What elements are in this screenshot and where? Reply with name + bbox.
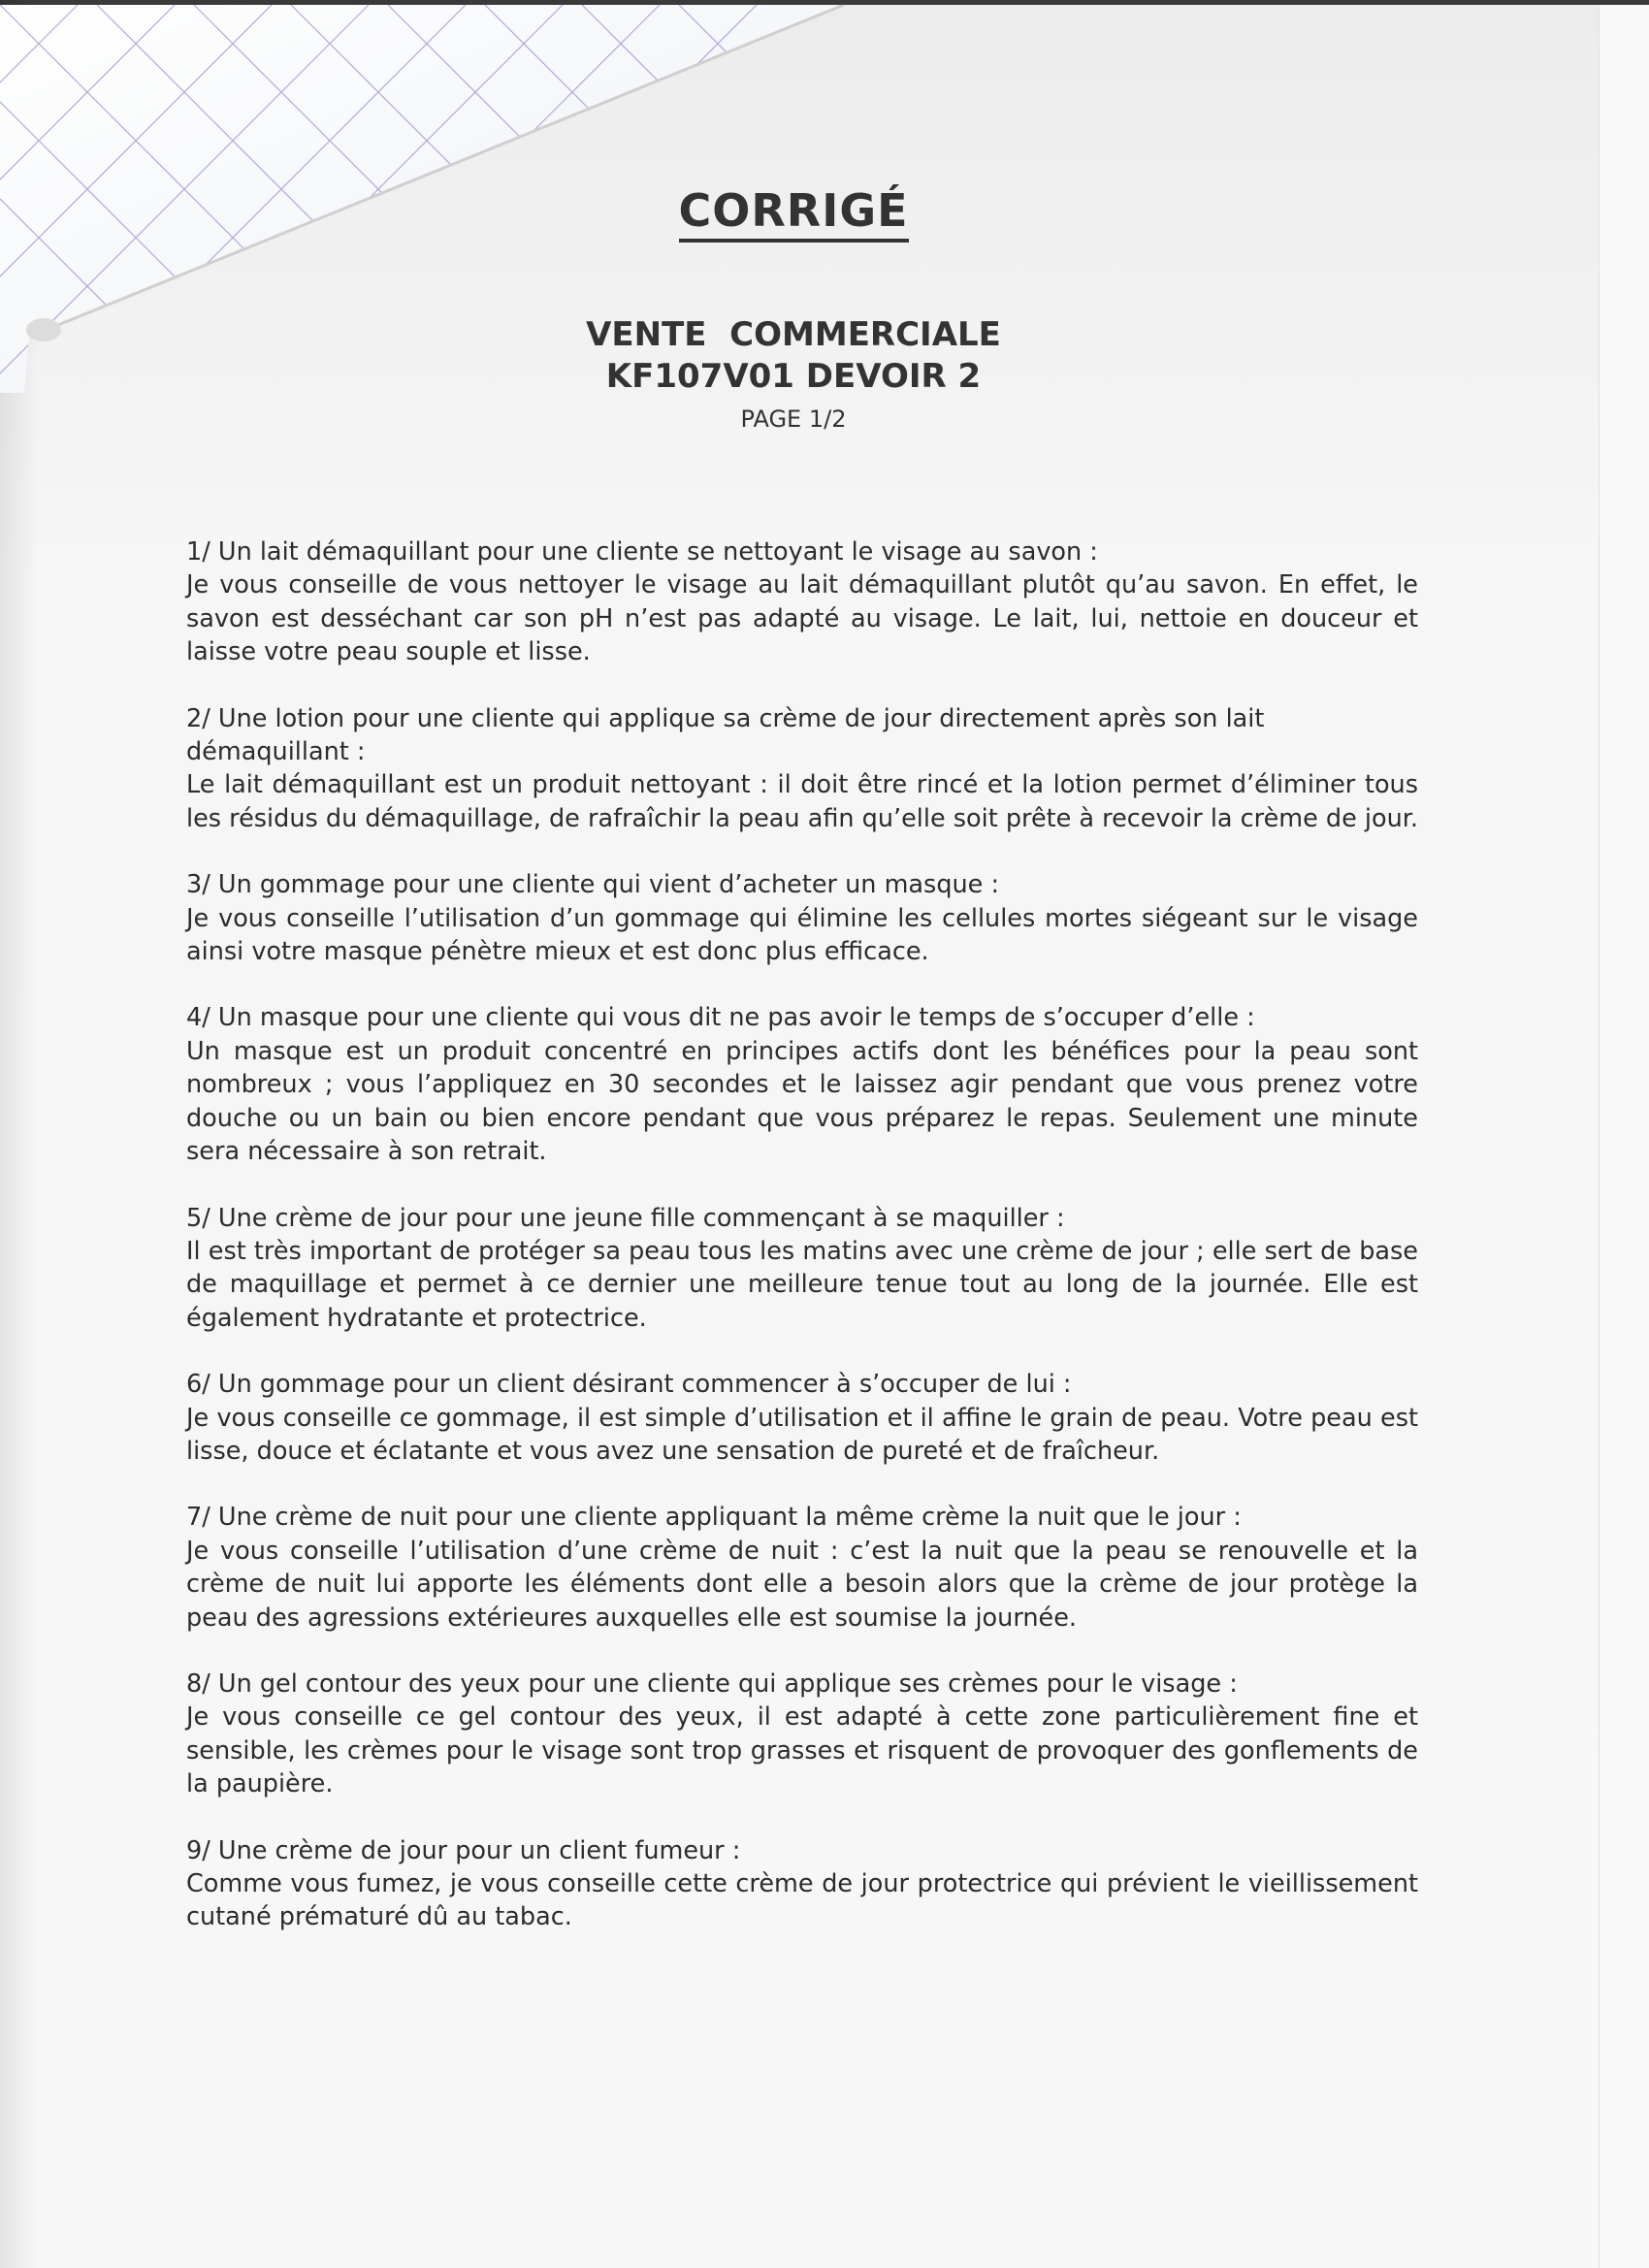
answer-text: Je vous conseille de vous nettoyer le visage au lait démaquillant plutôt qu’au savon. En effet, le savon est desséchant car son pH n’est pas adapté au visage. Le lait, lui, nettoie en douceur et laisse votre peau souple et lisse. xyxy=(186,570,1418,667)
answer-item xyxy=(186,1368,1418,1468)
question-line: 4/ Un masque pour une cliente qui vous dit ne pas avoir le temps de s’occuper d’elle : xyxy=(186,1003,1255,1033)
answer-text: Je vous conseille l’utilisation d’un gommage qui élimine les cellules mortes siégeant sur le visage ainsi votre masque pénètre mieux et est donc plus efficace. xyxy=(186,903,1418,967)
answer-text: Comme vous fumez, je vous conseille cette crème de jour protectrice qui prévient le vieillissement cutané prématuré dû au tabac. xyxy=(186,1869,1418,1932)
answer-text: Je vous conseille l’utilisation d’une crème de nuit : c’est la nuit que la peau se renouvelle et la crème de nuit lui apporte les éléments dont elle a besoin alors que la crème de jour protège la peau des agressions extérieures auxquelles elle est soumise la journée. xyxy=(186,1536,1418,1633)
assignment-code: KF107V01 DEVOIR 2 xyxy=(605,357,982,396)
answer-text: Le lait démaquillant est un produit nettoyant : il doit être rincé et la lotion permet d’éliminer tous les résidus du démaquillage, de rafraîchir la peau afin qu’elle soit prête à recevoir la crème de jour. xyxy=(186,770,1419,833)
question-line: 8/ Un gel contour des yeux pour une cliente qui applique ses crèmes pour le visage : xyxy=(186,1669,1238,1699)
answer-text: Je vous conseille ce gel contour des yeux, il est adapté à cette zone particulièrement fine et sensible, les crèmes pour le visage sont trop grasses et risquent de provoquer des gonflements de la paupière. xyxy=(186,1702,1418,1799)
subject-heading: VENTE COMMERCIALE xyxy=(586,315,1001,354)
answer-item xyxy=(186,1202,1418,1336)
question-line: 5/ Une crème de jour pour une jeune fille commençant à se maquiller : xyxy=(186,1203,1065,1233)
question-line: 6/ Un gommage pour un client désirant commencer à s’occuper de lui : xyxy=(186,1370,1072,1400)
question-line: 3/ Un gommage pour une cliente qui vient d’acheter un masque : xyxy=(186,870,1000,900)
answer-text: Je vous conseille ce gommage, il est simple d’utilisation et il affine le grain de peau. Votre peau est lisse, douce et éclatante et vous avez une sensation de pureté et de fraîcheur. xyxy=(186,1403,1418,1466)
answer-item xyxy=(186,1001,1418,1168)
answer-item xyxy=(186,1501,1418,1635)
question-line: 1/ Un lait démaquillant pour une cliente se nettoyant le visage au savon : xyxy=(186,537,1098,567)
answer-item xyxy=(186,702,1418,836)
answer-item xyxy=(186,1668,1418,1801)
answers-list xyxy=(186,535,1418,1967)
page-edge xyxy=(1599,5,1649,2268)
question-line: 9/ Une crème de jour pour un client fumeur : xyxy=(186,1835,741,1865)
answer-item xyxy=(186,868,1418,968)
page-number: PAGE 1/2 xyxy=(740,405,847,433)
answer-item xyxy=(186,535,1418,669)
question-line: 2/ Une lotion pour une cliente qui applique sa crème de jour directement après son lait démaquillant : xyxy=(186,703,1265,767)
answer-item xyxy=(186,1834,1418,1934)
title-text: CORRIGÉ xyxy=(679,184,909,243)
answer-text: Un masque est un produit concentré en principes actifs dont les bénéfices pour la peau sont nombreux ; vous l’appliquez en 30 secondes et le laissez agir pendant que vous prenez votre douche ou un bain ou bien encore pendant que vous préparez le repas. Seulement une minute sera nécessaire à son retrait. xyxy=(186,1036,1418,1167)
question-line: 7/ Une crème de nuit pour une cliente appliquant la même crème la nuit que le jour : xyxy=(186,1503,1242,1533)
document-title xyxy=(0,184,1587,237)
answer-text: Il est très important de protéger sa peau tous les matins avec une crème de jour ; elle sert de base de maquillage et permet à ce dernier une meilleure tenue tout au long de la journée. Elle est également hydratante et protectrice. xyxy=(186,1236,1418,1333)
